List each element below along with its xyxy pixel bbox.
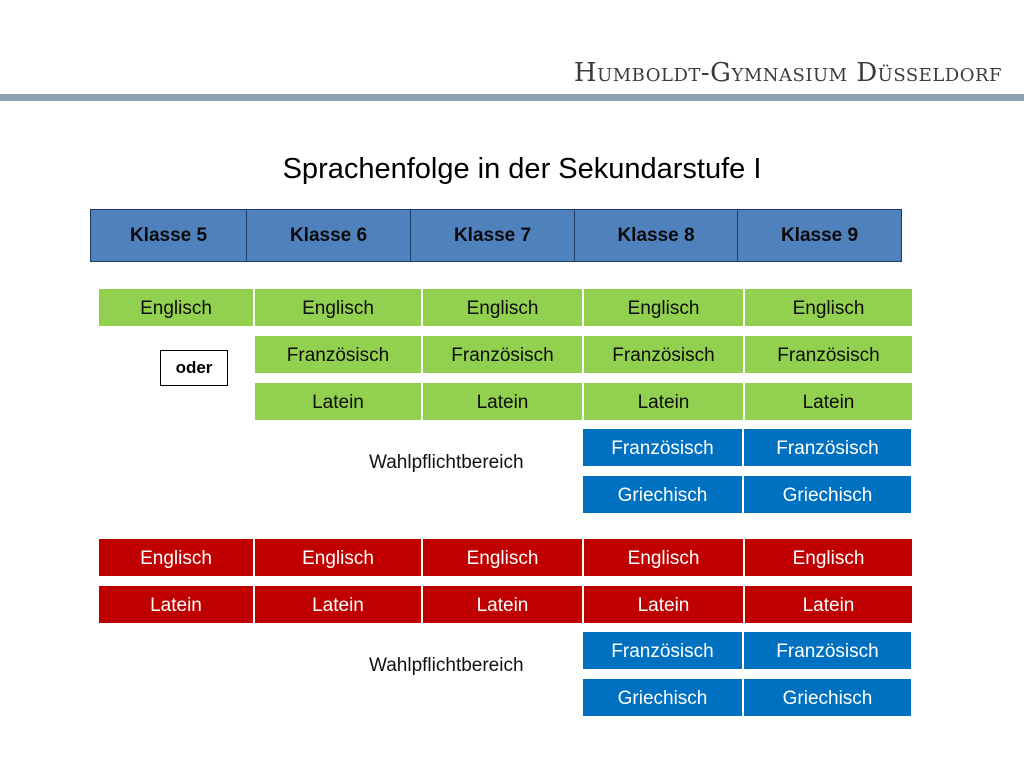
wp2-franzoesisch-row	[582, 631, 912, 670]
course-cell: Latein	[583, 382, 744, 421]
course-cell: Englisch	[254, 288, 422, 327]
course-cell: Englisch	[583, 538, 744, 577]
wp1-franzoesisch-row	[582, 428, 912, 467]
header-divider	[0, 94, 1024, 101]
course-cell: Französisch	[743, 428, 912, 467]
grade-header-row	[90, 209, 902, 262]
course-cell: Englisch	[422, 288, 583, 327]
course-cell: Griechisch	[743, 678, 912, 717]
course-cell: Latein	[254, 585, 422, 624]
wp2-griechisch-row	[582, 678, 912, 717]
course-cell: Französisch	[743, 631, 912, 670]
course-cell: Latein	[98, 585, 254, 624]
wp1-griechisch-row	[582, 475, 912, 514]
course-cell: Griechisch	[743, 475, 912, 514]
course-cell: Griechisch	[582, 678, 743, 717]
course-cell: Englisch	[744, 288, 913, 327]
grade-header-5: Klasse 5	[91, 210, 247, 261]
course-cell: Französisch	[582, 631, 743, 670]
course-cell: Französisch	[582, 428, 743, 467]
course-cell: Englisch	[254, 538, 422, 577]
green-franzoesisch-row	[254, 335, 913, 374]
green-englisch-row	[98, 288, 913, 327]
course-cell: Englisch	[98, 538, 254, 577]
course-cell: Latein	[744, 382, 913, 421]
red-latein-row	[98, 585, 913, 624]
course-cell: Englisch	[422, 538, 583, 577]
wahlpflicht-label-1: Wahlpflichtbereich	[369, 452, 524, 473]
red-englisch-row	[98, 538, 913, 577]
green-latein-row	[254, 382, 913, 421]
course-cell: Französisch	[422, 335, 583, 374]
course-cell: Französisch	[254, 335, 422, 374]
course-cell: Latein	[422, 382, 583, 421]
grade-header-7: Klasse 7	[411, 210, 575, 261]
slide-title: Sprachenfolge in der Sekundarstufe I	[282, 153, 762, 185]
course-cell: Englisch	[583, 288, 744, 327]
grade-header-9: Klasse 9	[738, 210, 901, 261]
course-cell: Englisch	[98, 288, 254, 327]
oder-label: oder	[160, 350, 228, 386]
wahlpflicht-label-2: Wahlpflichtbereich	[369, 655, 524, 676]
course-cell: Latein	[422, 585, 583, 624]
school-name: Humboldt-Gymnasium Düsseldorf	[573, 58, 1002, 88]
course-cell: Französisch	[583, 335, 744, 374]
grade-header-8: Klasse 8	[575, 210, 738, 261]
course-cell: Französisch	[744, 335, 913, 374]
course-cell: Latein	[254, 382, 422, 421]
course-cell: Latein	[744, 585, 913, 624]
course-cell: Latein	[583, 585, 744, 624]
course-cell: Griechisch	[582, 475, 743, 514]
grade-header-6: Klasse 6	[247, 210, 411, 261]
course-cell: Englisch	[744, 538, 913, 577]
